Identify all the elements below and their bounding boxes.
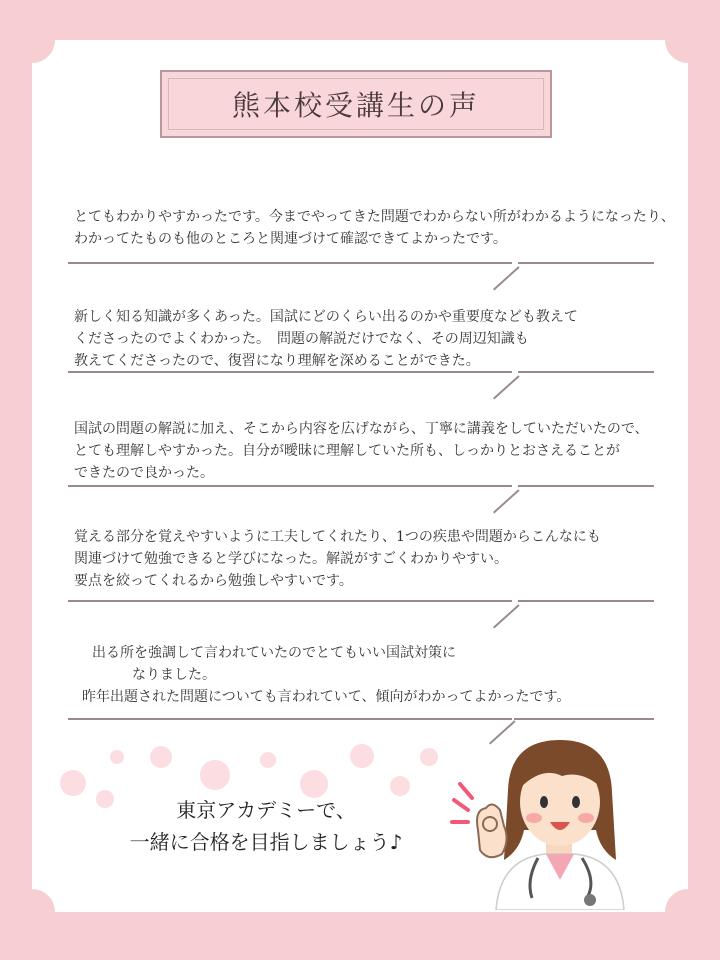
card-corner-top-right bbox=[665, 17, 711, 63]
bokeh-dot bbox=[420, 748, 438, 766]
call-to-action bbox=[96, 794, 436, 858]
card-corner-bottom-right bbox=[665, 889, 711, 935]
speech-line-4b bbox=[518, 600, 654, 602]
comment-line: 昨年出題された問題についても言われていて、傾向がわかってよかったです。 bbox=[82, 689, 571, 705]
comment-line: 要点を絞ってくれるから勉強しやすいです。 bbox=[74, 573, 353, 589]
speech-line-1 bbox=[68, 262, 512, 264]
comment-1 bbox=[74, 206, 675, 250]
comment-3 bbox=[74, 418, 649, 484]
speech-line-5 bbox=[68, 718, 512, 720]
title-inner-frame bbox=[168, 78, 544, 130]
bokeh-dot bbox=[390, 776, 410, 796]
ok-hand-gesture-icon bbox=[477, 804, 507, 857]
bokeh-dot bbox=[350, 744, 374, 768]
comment-line: なりました。 bbox=[132, 667, 216, 683]
title-box bbox=[160, 70, 552, 138]
bokeh-dot bbox=[260, 752, 276, 768]
sparkle-lines-icon bbox=[452, 784, 472, 822]
speech-line-5b bbox=[514, 718, 654, 720]
comment-5 bbox=[82, 642, 571, 708]
comment-line: 出る所を強調して言われていたのでとてもいい国試対策に bbox=[92, 645, 456, 661]
comment-4 bbox=[74, 526, 601, 592]
cta-line-1: 東京アカデミーで、 bbox=[176, 798, 356, 822]
comment-line: できたので良かった。 bbox=[74, 465, 214, 481]
speech-line-2b bbox=[518, 371, 654, 373]
cta-line-2: 一緒に合格を目指しましょう♪ bbox=[129, 830, 403, 854]
speech-line-3b bbox=[518, 485, 654, 487]
comment-line: 覚える部分を覚えやすいように工夫してくれたり、1つの疾患や問題からこんなにも bbox=[74, 529, 601, 545]
comment-line: 教えてくださったので、復習になり理解を深めることができた。 bbox=[74, 353, 480, 369]
speech-line-3 bbox=[68, 485, 512, 487]
page-title: 熊本校受講生の声 bbox=[231, 89, 480, 122]
comment-line: とてもわかりやすかったです。今までやってきた問題でわからない所がわかるようになったり、 bbox=[74, 209, 675, 225]
bokeh-dot bbox=[60, 770, 86, 796]
speech-line-4 bbox=[68, 600, 512, 602]
speech-line-1b bbox=[518, 262, 654, 264]
bokeh-dot bbox=[200, 760, 230, 790]
card-corner-bottom-left bbox=[9, 889, 55, 935]
comment-line: わかってたものも他のところと関連づけて確認できてよかったです。 bbox=[74, 231, 507, 247]
bokeh-dot bbox=[110, 750, 124, 764]
comment-line: くださったのでよくわかった。 問題の解説だけでなく、その周辺知識も bbox=[74, 331, 529, 347]
nurse-illustration-icon bbox=[450, 730, 640, 910]
comment-line: とても理解しやすかった。自分が曖昧に理解していた所も、しっかりとおさえることが bbox=[74, 443, 620, 459]
comment-line: 関連づけて勉強できると学びになった。解説がすごくわかりやすい。 bbox=[74, 551, 508, 567]
comment-2 bbox=[74, 306, 578, 372]
card-corner-top-left bbox=[9, 17, 55, 63]
bokeh-dot bbox=[150, 746, 172, 768]
comment-line: 国試の問題の解説に加え、そこから内容を広げながら、丁寧に講義をしていただいたので、 bbox=[74, 421, 649, 437]
speech-line-2 bbox=[68, 371, 512, 373]
comment-line: 新しく知る知識が多くあった。国試にどのくらい出るのかや重要度なども教えて bbox=[74, 309, 578, 325]
